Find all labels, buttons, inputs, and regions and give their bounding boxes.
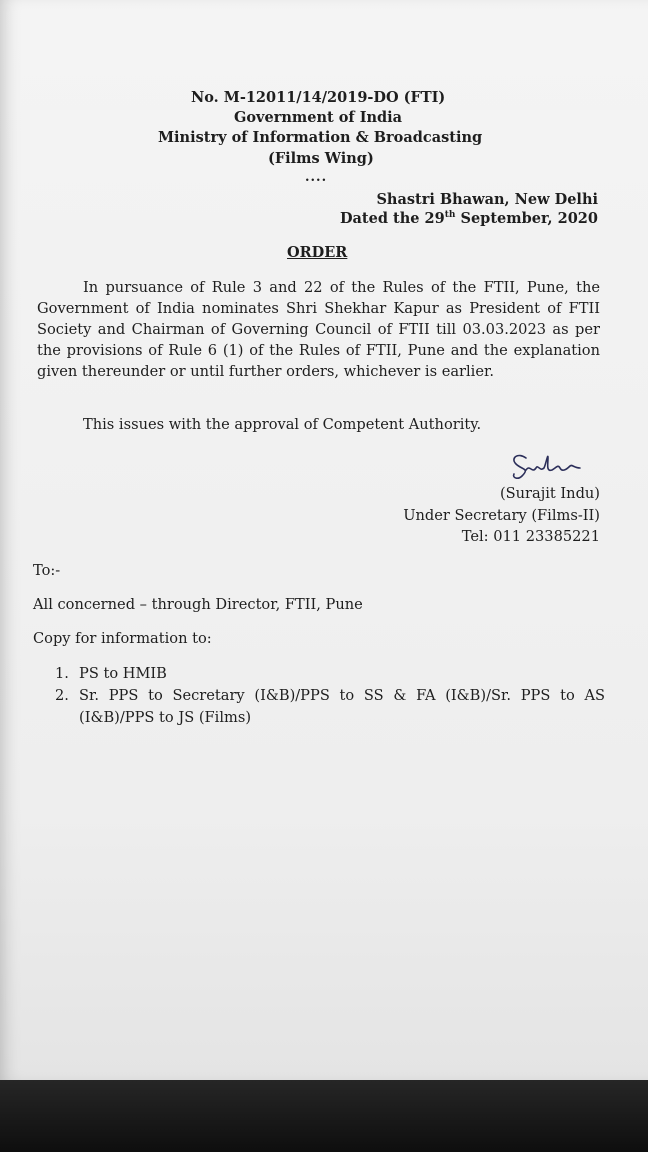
dark-background-band [0,1080,648,1152]
date-suffix: September, 2020 [455,210,598,227]
list-item [55,685,605,729]
separator-dots: .... [305,170,328,185]
copy-list [55,663,605,729]
handwritten-signature [508,448,588,484]
signatory-designation: Under Secretary (Films-II) [403,507,600,524]
copy-label: Copy for information to: [33,630,212,647]
list-item-text: PS to HMIB [79,665,167,682]
wing-title: (Films Wing) [268,150,374,167]
list-item-number: 1. [55,665,69,682]
date-prefix: Dated the 29 [339,210,445,227]
government-title: Government of India [234,109,403,126]
to-recipients: All concerned – through Director, FTII, Pune [33,596,363,613]
order-paragraph: In pursuance of Rule 3 and 22 of the Rules of the FTII, Pune, the Government of India nominates Shri Shekhar Kapur as President of FTII Society and Chairman of Governing Council of FTII till 03.03.2023 as per the provisions of Rule 6 (1) of the Rules of FTII, Pune and the explanation given thereunder or until further orders, whichever is earlier. [37,279,600,380]
signatory-telephone: Tel: 011 23385221 [461,528,600,545]
date-superscript: th [444,210,456,221]
file-number: No. M-12011/14/2019-DO (FTI) [191,89,446,106]
ministry-title: Ministry of Information & Broadcasting [158,129,483,146]
list-item [55,663,605,685]
list-item-text: Sr. PPS to Secretary (I&B)/PPS to SS & FA (I&B)/Sr. PPS to AS (I&B)/PPS to JS (Films) [79,687,605,726]
approval-line: This issues with the approval of Competent Authority. [83,416,482,433]
to-label: To:- [33,562,61,579]
order-title: ORDER [287,244,348,261]
date-line [340,210,598,227]
list-item-number: 2. [55,687,69,704]
signatory-name: (Surajit Indu) [499,485,600,502]
place-line: Shastri Bhawan, New Delhi [376,191,598,208]
